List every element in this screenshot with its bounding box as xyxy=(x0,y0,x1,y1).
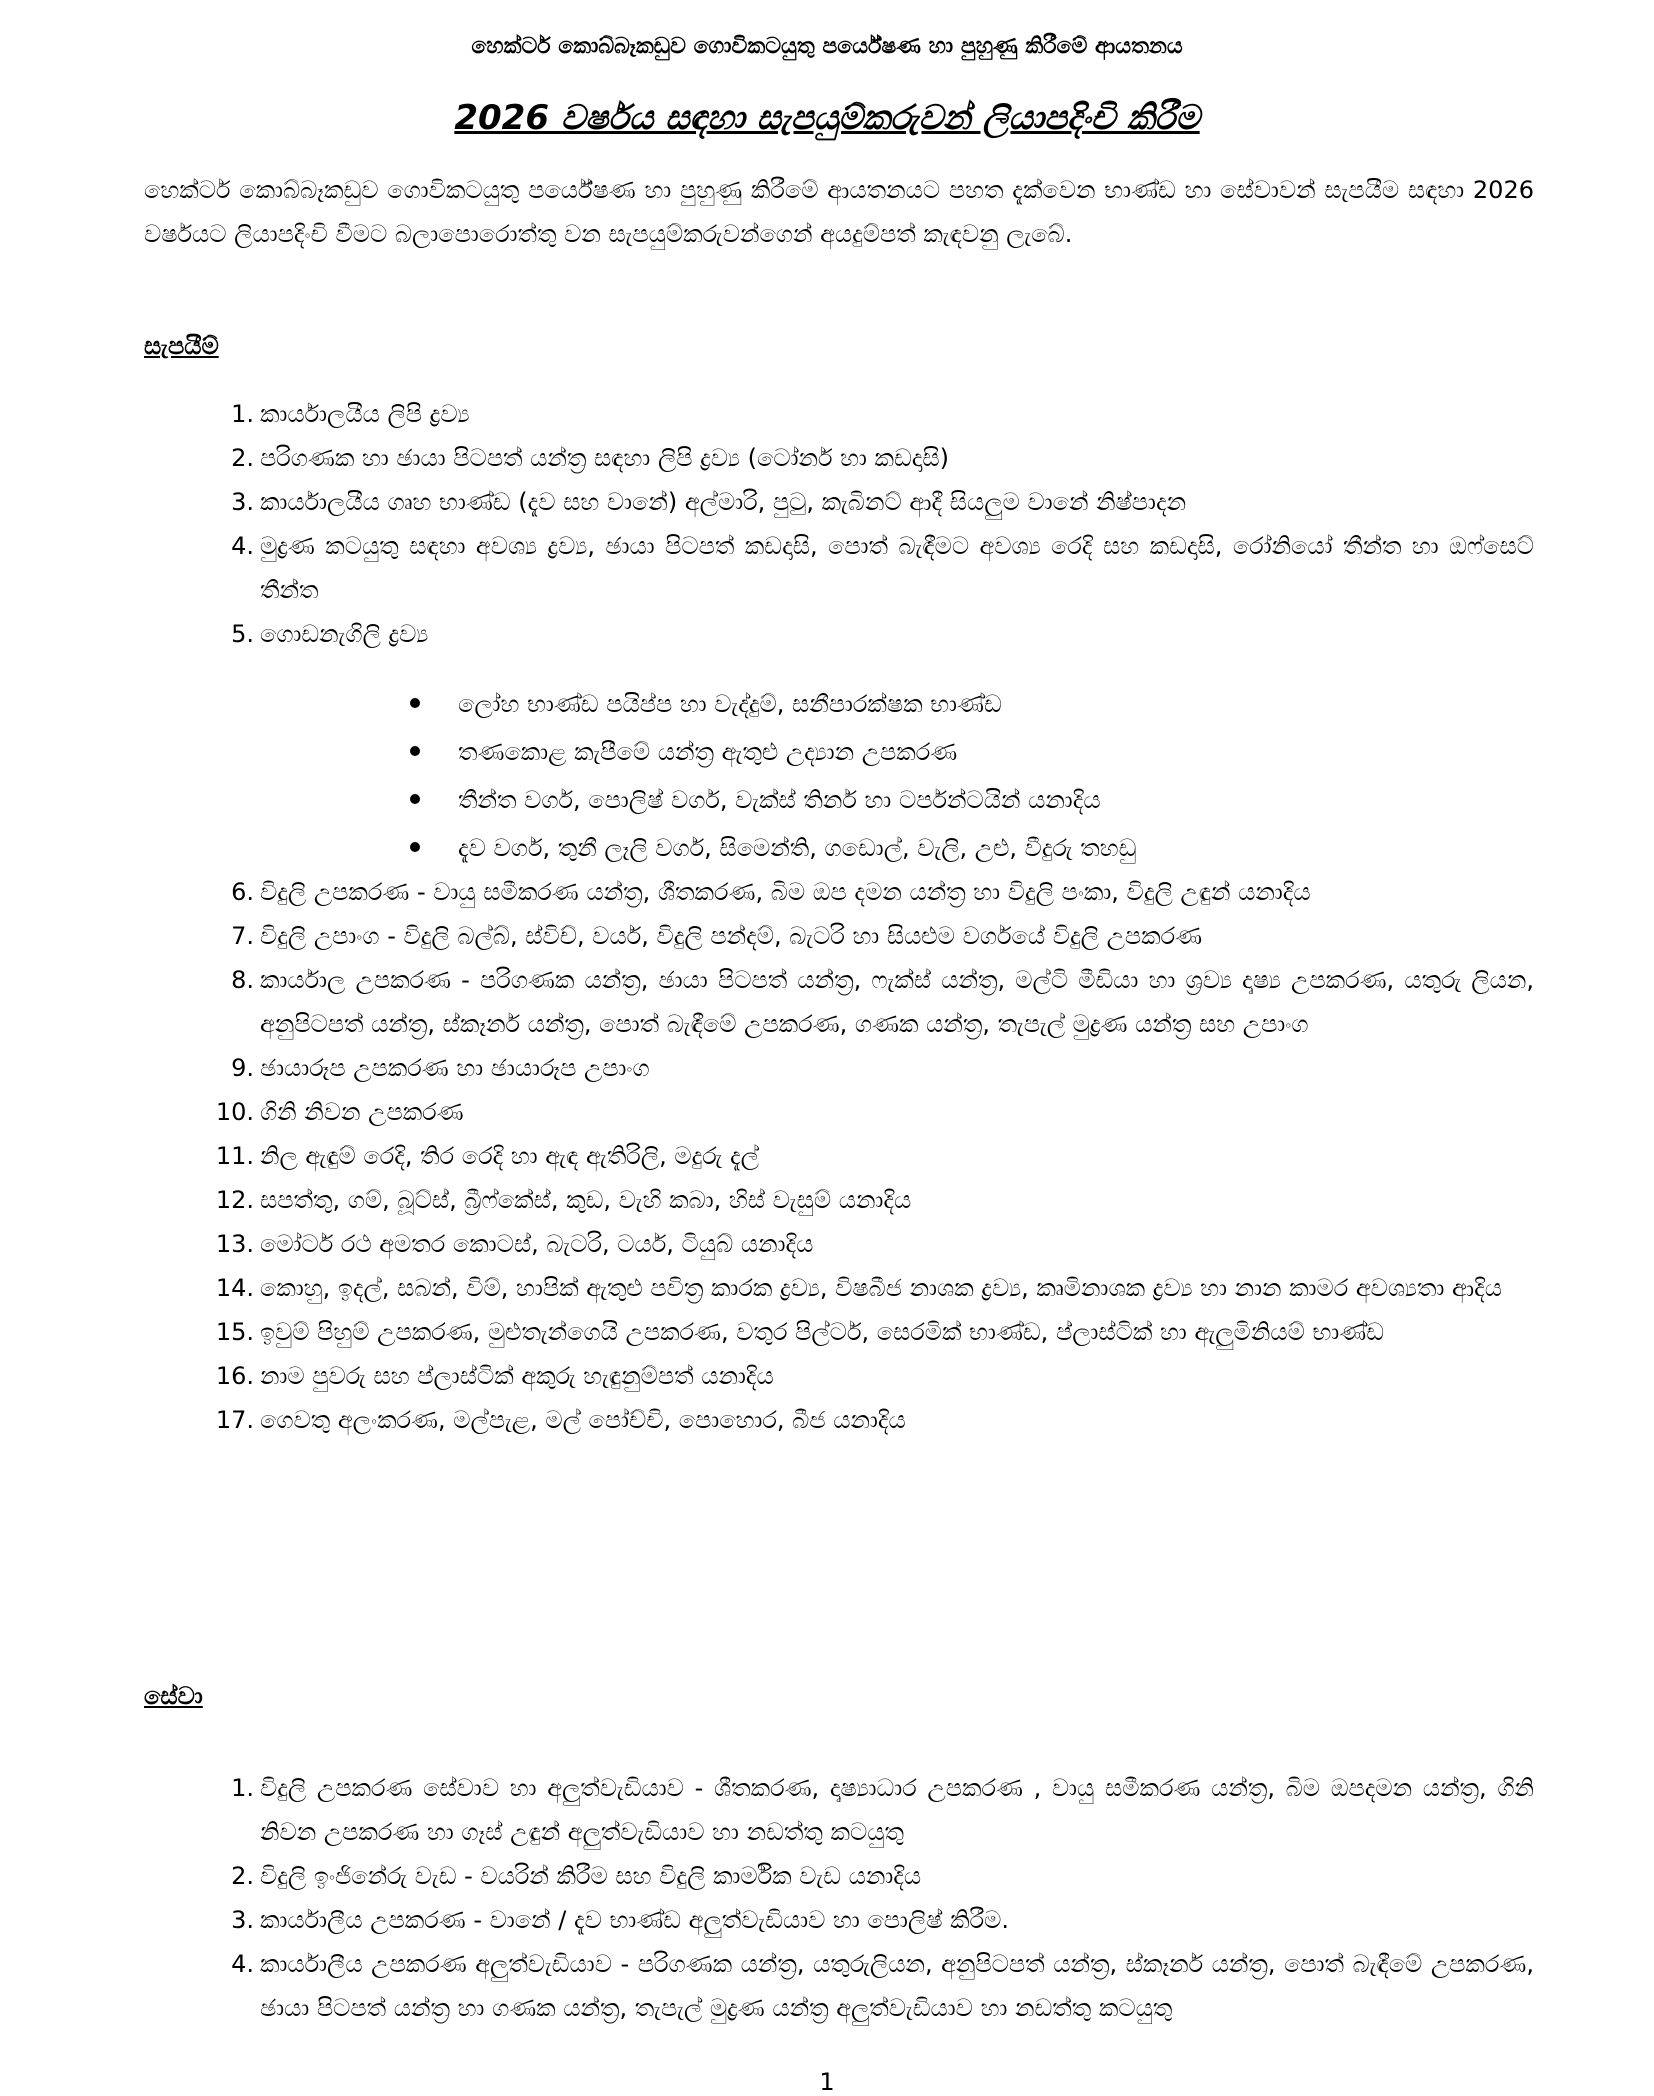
sub-list-item xyxy=(410,680,1534,728)
institute-header: හෙක්ටර් කොබ්බෑකඩුව ගොවිකටයුතු පර්යේෂණ හා පුහුණු කිරීමේ ආයතනය xyxy=(471,34,1183,59)
list-item xyxy=(144,1766,1534,1854)
item-text: මුද්‍රණ කටයුතු සඳහා අවශ්‍ය ද්‍රව්‍ය, ඡායා පිටපත් කඩදාසි, පොත් බැඳීමට අවශ්‍ය රෙදි සහ කඩදාසි, රෝනියෝ තීන්ත හා ඔෆ්සෙට් තීන්ත xyxy=(260,532,1534,604)
building-materials-sublist xyxy=(410,680,1534,872)
item-number: 14. xyxy=(215,1274,254,1302)
list-item xyxy=(144,1310,1534,1354)
supplies-list xyxy=(144,392,1534,656)
item-text: කාර්යාලයීය ගෘහ භාණ්ඩ (දැව සහ වානේ) අල්මාරි, පුටු, කැබිනට් ආදී සියලුම වානේ නිෂ්පාදන xyxy=(260,488,1187,516)
list-item xyxy=(144,1398,1534,1442)
item-text: ඡායාරූප උපකරණ හා ඡායාරූප උපාංග xyxy=(260,1054,650,1082)
item-text: සපත්තු, ගම්, බූට්ස්, බ්‍රීෆ්කේස්, කුඩ, වැහි කබා, හිස් වැසුම් යනාදිය xyxy=(260,1186,912,1214)
list-item xyxy=(144,524,1534,612)
item-text: ගොඩනැගිලි ද්‍රව්‍ය xyxy=(260,620,429,648)
list-item xyxy=(144,436,1534,480)
services-heading: සේවා xyxy=(144,1682,203,1710)
item-text: කාර්යාල උපකරණ - පරිගණක යන්ත්‍ර, ඡායා පිටපත් යන්ත්‍ර, ෆැක්ස් යන්ත්‍ර, මල්ටි මීඩියා හා ශ්‍රව්‍ය දෘෂ්‍ය උපකරණ, යතුරු ලියන, අනුපිටපත් යන්ත්‍ර, ස්කෑනර් යන්ත්‍ර, පොත් බැඳීමේ උපකරණ, ගණක යන්ත්‍ර, තැපැල් මුද්‍රණ යන්ත්‍ර සහ උපාංග xyxy=(260,966,1534,1038)
list-item xyxy=(144,870,1534,914)
item-number: 3. xyxy=(231,1906,254,1934)
sub-list-item xyxy=(410,776,1534,824)
list-item xyxy=(144,480,1534,524)
item-text: ගිනි නිවන උපකරණ xyxy=(260,1098,464,1126)
item-text: විදුලි උපකරණ - වායු සමීකරණ යන්ත්‍ර, ශීතකරණ, බිම ඔප දමන යන්ත්‍ර හා විදුලි පංකා, විදුලි උඳුන් යනාදිය xyxy=(260,878,1311,906)
supplies-list-continued xyxy=(144,870,1534,1442)
sub-list-item xyxy=(410,728,1534,776)
item-text: නාම පුවරු සහ ප්ලාස්ටික් අකුරු හැඳුනුම්පත් යනාදිය xyxy=(260,1362,774,1390)
sub-item-text: තීන්ත වර්ග, පොලිෂ් වර්ග, වැක්ස් තිනර් හා ටර්පන්ටයින් යනාදිය xyxy=(458,786,1101,814)
item-number: 6. xyxy=(231,878,254,906)
item-text: කොහු, ඉදල්, සබන්, විම්, හාපික් ඇතුළු පවිත්‍ර කාරක ද්‍රව්‍ය, විෂබීජ නාශක ද්‍රව්‍ය, කෘමිනාශක ද්‍රව්‍ය හා නාන කාමර අවශ්‍යතා ආදිය xyxy=(260,1274,1503,1302)
item-text: කාර්යාලීය උපකරණ අලුත්වැඩියාව - පරිගණක යන්ත්‍ර, යතුරුලියන, අනුපිටපත් යන්ත්‍ර, ස්කෑනර් යන්ත්‍ර, පොත් බැඳීමේ උපකරණ, ඡායා පිටපත් යන්ත්‍ර හා ගණක යන්ත්‍ර, තැපැල් මුද්‍රණ යන්ත්‍ර අලුත්වැඩියාව හා නඩත්තු කටයුතු xyxy=(260,1950,1534,2022)
item-text: කාර්යාලීය උපකරණ - වානේ / දැව භාණ්ඩ අලුත්වැඩියාව හා පොලිෂ් කිරීම. xyxy=(260,1906,1009,1934)
item-number: 2. xyxy=(231,1862,254,1890)
list-item xyxy=(144,958,1534,1046)
list-item xyxy=(144,1854,1534,1898)
item-text: මෝටර් රථ අමතර කොටස්, බැටරි, ටයර්, ටියුබ් යනාදිය xyxy=(260,1230,814,1258)
list-item xyxy=(144,1222,1534,1266)
list-item xyxy=(144,1898,1534,1942)
item-text: ඉවුම් පිහුම් උපකරණ, මුළුතැන්ගෙයි උපකරණ, වතුර පිල්ටර්, සෙරමික් භාණ්ඩ, ප්ලාස්ටික් හා ඇලුමිනියම් භාණ්ඩ xyxy=(260,1318,1384,1346)
page-number: 1 xyxy=(819,2068,835,2096)
item-number: 17. xyxy=(215,1406,254,1434)
item-number: 1. xyxy=(231,1774,254,1802)
list-item xyxy=(144,1266,1534,1310)
list-item xyxy=(144,1354,1534,1398)
list-item xyxy=(144,1134,1534,1178)
list-item xyxy=(144,1942,1534,2030)
sub-item-text: දැව වර්ග, තුනී ලෑලි වර්ග, සිමෙන්ති, ගඩොල්, වැලි, උළු, වීදුරු තහඩු xyxy=(458,834,1137,862)
supplies-heading: සැපයීම් xyxy=(144,332,219,360)
list-item xyxy=(144,1046,1534,1090)
item-text: නිල ඇඳුම් රෙදි, තිර රෙදි හා ඇඳ ඇතිරිලි, මදුරු දැල් xyxy=(260,1142,759,1170)
intro-paragraph: හෙක්ටර් කොබ්බෑකඩුව ගොවිකටයුතු පර්යේෂණ හා පුහුණු කිරීමේ ආයතනයට පහත දැක්වෙන භාණ්ඩ හා සේවාවන් සැපයීම සඳහා 2026 වර්ෂයට ලියාපදිංචි වීමට බලාපොරොත්තු වන සැපයුම්කරුවන්ගෙන් අයදුම්පත් කැඳවනු ලැබේ. xyxy=(144,176,1534,248)
item-text: විදුලි උපකරණ සේවාව හා අලුත්වැඩියාව - ශීතකරණ, දෘෂ්‍යාධාර උපකරණ , වායු සමීකරණ යන්ත්‍ර, බිම ඔපදමන යන්ත්‍ර, ගිනි නිවන උපකරණ හා ගෑස් උඳුන් අලුත්වැඩියාව හා නඩත්තු කටයුතු xyxy=(260,1774,1534,1846)
list-item xyxy=(144,1178,1534,1222)
list-item xyxy=(144,914,1534,958)
item-number: 16. xyxy=(215,1362,254,1390)
item-number: 4. xyxy=(231,1950,254,1978)
list-item xyxy=(144,612,1534,656)
item-text: විදුලි උපාංග - විදුලි බල්බ්, ස්විච්, වයර්, විදුලි පන්දම්, බැටරි හා සියළුම වර්ගයේ විදුලි උපකරණ xyxy=(260,922,1203,950)
item-number: 3. xyxy=(231,488,254,516)
item-number: 13. xyxy=(215,1230,254,1258)
bullet-icon xyxy=(410,698,420,708)
item-number: 11. xyxy=(215,1142,254,1170)
item-number: 12. xyxy=(215,1186,254,1214)
item-text: ගෙවතු අලංකරණ, මල්පැළ, මල් පෝච්චි, පොහොර, බීජ යනාදිය xyxy=(260,1406,906,1434)
list-item xyxy=(144,1090,1534,1134)
list-item xyxy=(144,392,1534,436)
sub-list-item xyxy=(410,824,1534,872)
item-number: 7. xyxy=(231,922,254,950)
sub-item-text: ලෝහ භාණ්ඩ පයිප්ප හා වැද්දුම්, සනීපාරක්ෂක භාණ්ඩ xyxy=(458,690,1002,718)
item-number: 5. xyxy=(231,620,254,648)
item-text: පරිගණක හා ඡායා පිටපත් යන්ත්‍ර සඳහා ලිපි ද්‍රව්‍ය (ටෝනර් හා කඩදාසි) xyxy=(260,444,950,472)
item-number: 8. xyxy=(231,966,254,994)
page-title: 2026 වර්ෂය සඳහා සැපයුම්කරුවන් ලියාපදිංචි කිරීම xyxy=(454,98,1200,138)
item-text: කාර්යාලයීය ලිපි ද්‍රව්‍ය xyxy=(260,400,470,428)
item-number: 2. xyxy=(231,444,254,472)
item-text: විදුලි ඉංජිනේරු වැඩ - වයරින් කිරීම සහ විදුලි කාර්මික වැඩ යනාදිය xyxy=(260,1862,922,1890)
item-number: 15. xyxy=(215,1318,254,1346)
bullet-icon xyxy=(410,746,420,756)
item-number: 1. xyxy=(231,400,254,428)
item-number: 4. xyxy=(231,532,254,560)
bullet-icon xyxy=(410,794,420,804)
bullet-icon xyxy=(410,842,420,852)
item-number: 10. xyxy=(215,1098,254,1126)
services-list xyxy=(144,1766,1534,2030)
sub-item-text: තණකොළ කැපීමේ යන්ත්‍ර ඇතුළු උද්‍යාන උපකරණ xyxy=(458,738,958,766)
item-number: 9. xyxy=(231,1054,254,1082)
